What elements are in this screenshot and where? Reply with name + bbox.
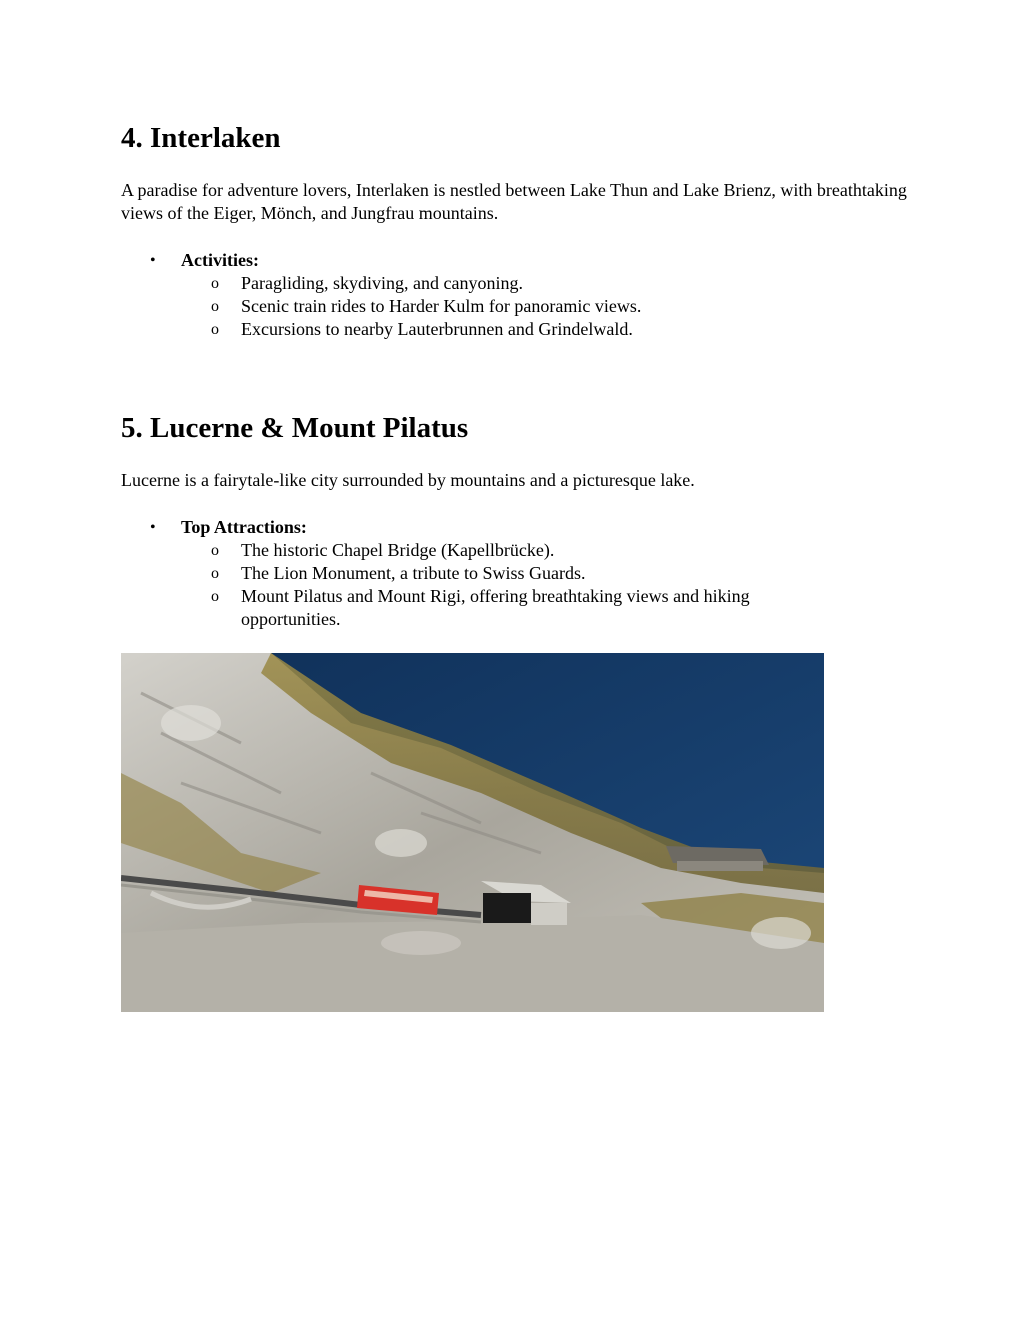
list-item-text: Paragliding, skydiving, and canyoning. — [241, 273, 523, 293]
activities-list — [121, 272, 841, 341]
list-item-text: Excursions to nearby Lauterbrunnen and Grindelwald. — [241, 319, 633, 339]
section-intro-interlaken: A paradise for adventure lovers, Interlaken is nestled between Lake Thun and Lake Brienz, with breathtaking views of the Eiger, Mönch, and Jungfrau mountains. — [121, 180, 907, 223]
list-item — [121, 272, 841, 295]
section-heading-lucerne: 5. Lucerne & Mount Pilatus — [121, 412, 469, 444]
sub-bullet-icon: o — [211, 275, 219, 292]
section-heading-interlaken: 4. Interlaken — [121, 122, 281, 154]
mountain-photo-illustration — [121, 653, 824, 1012]
list-item-text: Scenic train rides to Harder Kulm for panoramic views. — [241, 296, 642, 316]
bullet-icon: • — [150, 519, 156, 536]
list-item — [121, 562, 841, 585]
sub-bullet-icon: o — [211, 542, 219, 559]
list-item-text: Mount Pilatus and Mount Rigi, offering breathtaking views and hiking opportunities. — [241, 586, 750, 629]
bullet-icon: • — [150, 252, 156, 269]
bullet-label: Top Attractions: — [181, 517, 307, 537]
bullet-label: Activities: — [181, 250, 259, 270]
pilatus-railway-photo — [121, 653, 824, 1012]
list-item — [121, 318, 841, 341]
sub-bullet-icon: o — [211, 588, 219, 605]
attractions-list — [121, 539, 841, 631]
sub-bullet-icon: o — [211, 321, 219, 338]
list-item — [121, 295, 841, 318]
section-intro-lucerne: Lucerne is a fairytale-like city surrounded by mountains and a picturesque lake. — [121, 470, 695, 490]
list-item-text: The historic Chapel Bridge (Kapellbrücke). — [241, 540, 555, 560]
list-item — [121, 539, 841, 562]
sub-bullet-icon: o — [211, 565, 219, 582]
sub-bullet-icon: o — [211, 298, 219, 315]
list-item-text: The Lion Monument, a tribute to Swiss Guards. — [241, 563, 586, 583]
list-item — [121, 585, 841, 631]
